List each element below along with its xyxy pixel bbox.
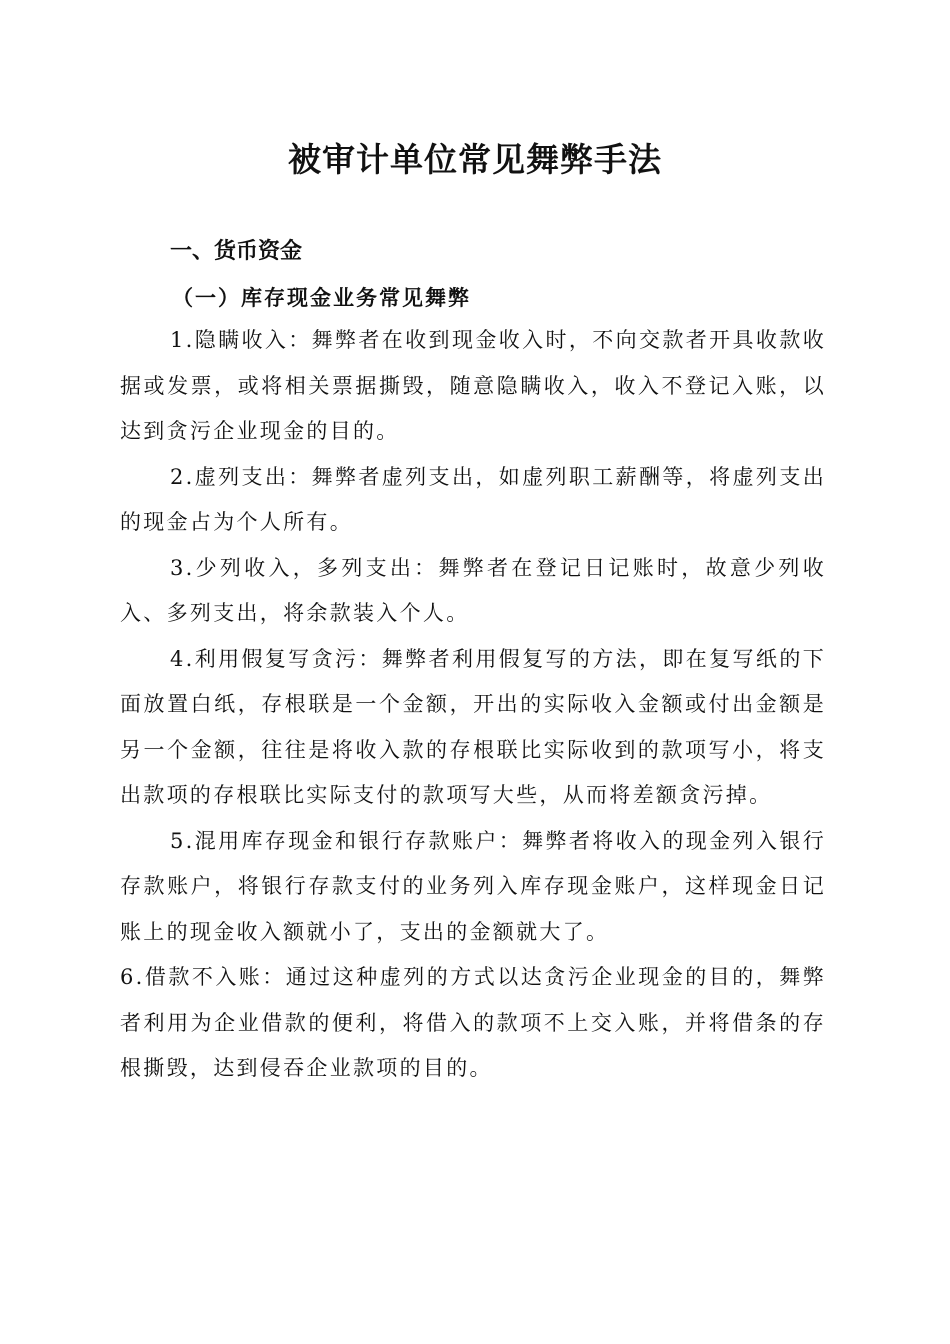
page-title: 被审计单位常见舞弊手法: [288, 140, 662, 179]
paragraph-2: 2.虚列支出：舞弊者虚列支出，如虚列职工薪酬等，将虚列支出的现金占为个人所有。: [120, 464, 826, 534]
section-heading: 一、货币资金: [170, 239, 303, 264]
sub-heading: （一）库存现金业务常见舞弊: [172, 285, 471, 310]
paragraph-6: 6.借款不入账：通过这种虚列的方式以达贪污企业现金的目的，舞弊者利用为企业借款的便利，将借入的款项不上交入账，并将借条的存根撕毁，达到侵吞企业款项的目的。: [120, 965, 826, 1080]
paragraph-3: 3.少列收入，多列支出：舞弊者在登记日记账时，故意少列收入、多列支出，将余款装入个人。: [120, 555, 826, 625]
paragraph-1: 1.隐瞒收入：舞弊者在收到现金收入时，不向交款者开具收款收据或发票，或将相关票据撕毁，随意隐瞒收入，收入不登记入账，以达到贪污企业现金的目的。: [120, 328, 826, 443]
paragraph-4: 4.利用假复写贪污：舞弊者利用假复写的方法，即在复写纸的下面放置白纸，存根联是一个金额，开出的实际收入金额或付出金额是另一个金额，往往是将收入款的存根联比实际收到的款项写小，将支出款项的存根联比实际支付的款项写大些，从而将差额贪污掉。: [120, 646, 826, 807]
paragraph-5: 5.混用库存现金和银行存款账户：舞弊者将收入的现金列入银行存款账户，将银行存款支付的业务列入库存现金账户，这样现金日记账上的现金收入额就小了，支出的金额就大了。: [120, 828, 826, 944]
body-text: [120, 318, 826, 1092]
